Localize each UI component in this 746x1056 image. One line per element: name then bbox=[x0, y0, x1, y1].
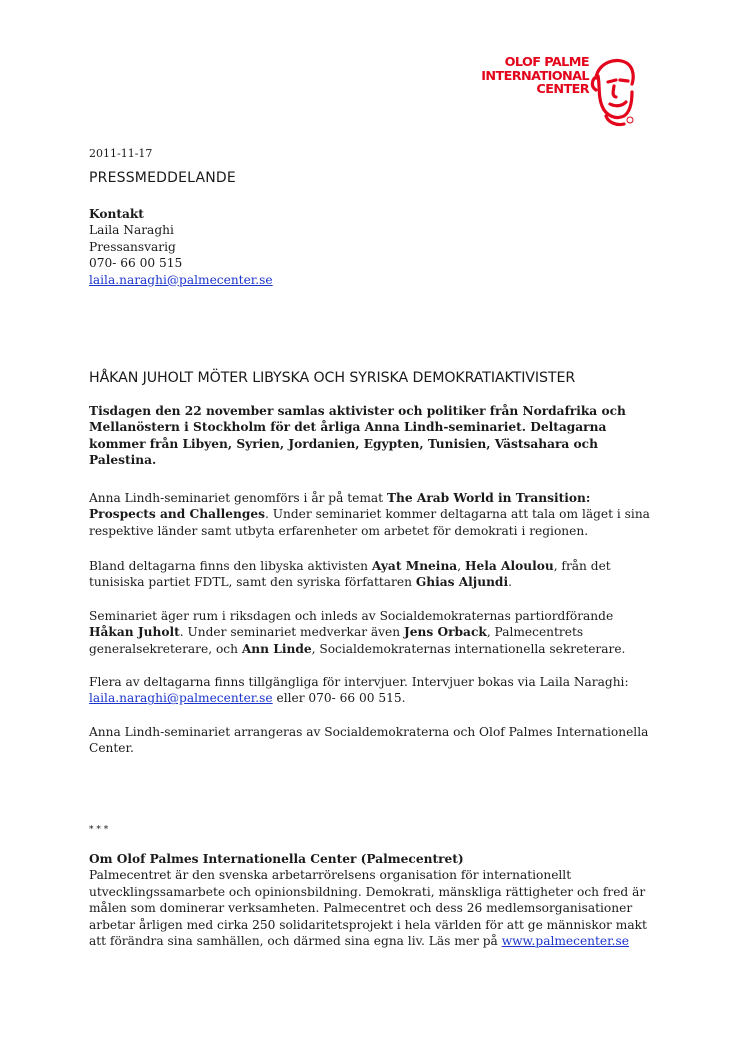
contact-role: Pressansvarig bbox=[89, 239, 176, 254]
paragraph-theme: Anna Lindh-seminariet genomförs i år på temat The Arab World in Transition: Prospects and Challenges. Under seminariet kommer deltagarna att tala om läget i sina respektive länder samt utbyta erfarenheter om arbetet för demokrati i regionen. bbox=[89, 491, 650, 538]
contact-heading: Kontakt bbox=[89, 207, 144, 221]
paragraph-organizers: Anna Lindh-seminariet arrangeras av Socialdemokraterna och Olof Palmes Internationella Center. bbox=[89, 725, 649, 756]
about-heading: Om Olof Palmes Internationella Center (Palmecentret) bbox=[89, 852, 464, 866]
lead-paragraph: Tisdagen den 22 november samlas aktivister och politiker från Nordafrika och Mellanöstern i Stockholm för det årliga Anna Lindh-seminariet. Deltagarna kommer från Libyen, Syrien, Jordanien, Egypten, Tunisien, Västsahara och Palestina. bbox=[89, 404, 626, 468]
logo-line-2: INTERNATIONAL bbox=[481, 68, 589, 84]
website-link[interactable]: www.palmecenter.se bbox=[501, 934, 629, 949]
logo-wordmark bbox=[464, 56, 589, 97]
about-section bbox=[89, 851, 659, 949]
about-text: Palmecentret är den svenska arbetarrörelsens organisation för internationellt utvecklingssamarbete och opinionsbildning. Demokrati, mänskliga rättigheter och fred är målen som dominerar verksamheten. Palmecentret och dess 26 medlemsorganisationer arbetar årligen med cirka 250 solidaritetsprojekt i hela världen för att ge människor makt att förändra sina samhällen, och därmed sina egna liv. Läs mer på www.palmecenter.se bbox=[89, 868, 647, 949]
document-date: 2011-11-17 bbox=[89, 147, 153, 160]
olof-palme-logo bbox=[464, 56, 636, 128]
document-type: PRESSMEDDELANDE bbox=[89, 170, 236, 186]
contact-phone: 070- 66 00 515 bbox=[89, 256, 183, 271]
contact-name: Laila Naraghi bbox=[89, 223, 174, 238]
logo-line-3: CENTER bbox=[536, 82, 589, 97]
section-separator: * * * bbox=[89, 825, 109, 835]
contact-email-link[interactable]: laila.naraghi@palmecenter.se bbox=[89, 272, 273, 287]
headline: HÅKAN JUHOLT MÖTER LIBYSKA OCH SYRISKA DEMOKRATIAKTIVISTER bbox=[89, 370, 576, 386]
contact-block bbox=[89, 206, 659, 288]
paragraph-venue: Seminariet äger rum i riksdagen och inleds av Socialdemokraternas partiordförande Håkan Juholt. Under seminariet medverkar även Jens Orback, Palmecentrets generalsekreterare, och Ann Linde, Socialdemokraternas internationella sekreterare. bbox=[89, 609, 626, 656]
logo-line-1: OLOF PALME bbox=[504, 55, 589, 70]
paragraph-participants: Bland deltagarna finns den libyska aktivisten Ayat Mneina, Hela Aloulou, från det tunisiska partiet FDTL, samt den syriska författaren Ghias Aljundi. bbox=[89, 559, 611, 590]
paragraph-interviews: Flera av deltagarna finns tillgängliga för intervjuer. Intervjuer bokas via Laila Naraghi: laila.naraghi@palmecenter.se eller 070- 66 00 515. bbox=[89, 675, 629, 706]
interview-email-link[interactable]: laila.naraghi@palmecenter.se bbox=[89, 691, 273, 706]
olof-palme-portrait-icon bbox=[586, 56, 638, 128]
